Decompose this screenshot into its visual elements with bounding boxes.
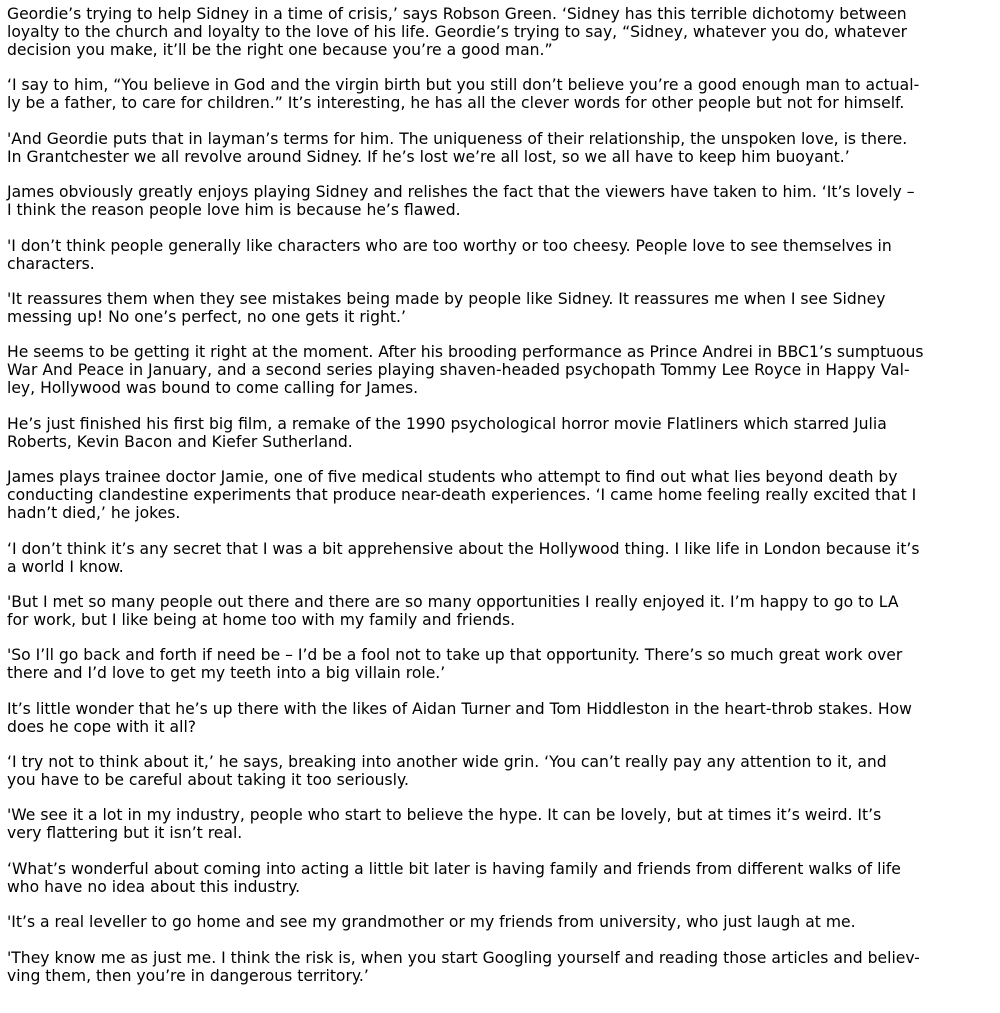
paragraph-line: 'I don’t think people generally like characters who are too worthy or too cheesy. People love to see themselves in bbox=[7, 236, 892, 255]
paragraph-line: ‘I say to him, “You believe in God and the virgin birth but you still don’t believe you’re a good enough man to actual- bbox=[7, 76, 920, 95]
paragraph-13 bbox=[7, 700, 995, 736]
paragraph-line: very flattering but it isn’t real. bbox=[7, 824, 243, 843]
paragraph-line: a world I know. bbox=[7, 557, 124, 576]
paragraph-2 bbox=[7, 76, 995, 112]
paragraph-line: Geordie’s trying to help Sidney in a time of crisis,’ says Robson Green. ‘Sidney has this terrible dichotomy between bbox=[7, 5, 907, 23]
paragraph-14 bbox=[7, 753, 995, 789]
paragraph-line: ‘I try not to think about it,’ he says, breaking into another wide grin. ‘You can’t really pay any attention to it, and bbox=[7, 753, 887, 772]
paragraph-line: 'So I’ll go back and forth if need be – I’d be a fool not to take up that opportunity. There’s so much great work over bbox=[7, 646, 903, 665]
paragraph-line: you have to be careful about taking it too seriously. bbox=[7, 771, 409, 790]
paragraph-11 bbox=[7, 593, 995, 629]
paragraph-line: loyalty to the church and loyalty to the love of his life. Geordie’s trying to say, “Sidney, whatever you do, whatever bbox=[7, 23, 908, 41]
paragraph-7 bbox=[7, 343, 995, 397]
paragraph-16 bbox=[7, 860, 995, 896]
paragraph-line: James plays trainee doctor Jamie, one of five medical students who attempt to find out what lies beyond death by bbox=[7, 468, 898, 487]
paragraph-line: ley, Hollywood was bound to come calling for James. bbox=[7, 379, 419, 398]
paragraph-line: 'We see it a lot in my industry, people who start to believe the hype. It can be lovely, but at times it’s weird. It’s bbox=[7, 806, 882, 825]
paragraph-10 bbox=[7, 540, 995, 576]
paragraph-line: Roberts, Kevin Bacon and Kiefer Sutherland. bbox=[7, 432, 353, 451]
paragraph-12 bbox=[7, 646, 995, 682]
paragraph-8 bbox=[7, 415, 995, 451]
paragraph-3 bbox=[7, 130, 995, 166]
paragraph-line: 'It’s a real leveller to go home and see my grandmother or my friends from university, who just laugh at me. bbox=[7, 913, 856, 932]
paragraph-17 bbox=[7, 913, 995, 931]
paragraph-line: ‘I don’t think it’s any secret that I was a bit apprehensive about the Hollywood thing. I like life in London because it’s bbox=[7, 539, 920, 558]
paragraph-9 bbox=[7, 468, 995, 522]
paragraph-18 bbox=[7, 949, 995, 985]
paragraph-line: ly be a father, to care for children.” It’s interesting, he has all the clever words for other people but not for himself. bbox=[7, 94, 905, 113]
paragraph-15 bbox=[7, 806, 995, 842]
paragraph-line: He seems to be getting it right at the moment. After his brooding performance as Prince Andrei in BBC1’s sumptuous bbox=[7, 343, 924, 362]
paragraph-line: there and I’d love to get my teeth into a big villain role.’ bbox=[7, 664, 446, 683]
paragraph-line: It’s little wonder that he’s up there with the likes of Aidan Turner and Tom Hiddleston in the heart-throb stakes. How bbox=[7, 699, 912, 718]
paragraph-line: characters. bbox=[7, 254, 95, 273]
paragraph-line: who have no idea about this industry. bbox=[7, 877, 301, 896]
paragraph-line: James obviously greatly enjoys playing Sidney and relishes the fact that the viewers have taken to him. ‘It’s lovely – bbox=[7, 183, 915, 202]
paragraph-line: messing up! No one’s perfect, no one gets it right.’ bbox=[7, 307, 406, 326]
paragraph-line: 'It reassures them when they see mistakes being made by people like Sidney. It reassures me when I see Sidney bbox=[7, 289, 886, 308]
paragraph-line: ‘What’s wonderful about coming into acting a little bit later is having family and friends from different walks of life bbox=[7, 859, 901, 878]
paragraph-1 bbox=[7, 5, 995, 59]
paragraph-line: I think the reason people love him is because he’s flawed. bbox=[7, 201, 461, 220]
paragraph-5 bbox=[7, 237, 995, 273]
paragraph-line: 'They know me as just me. I think the risk is, when you start Googling yourself and reading those articles and believ- bbox=[7, 948, 920, 967]
paragraph-line: does he cope with it all? bbox=[7, 717, 197, 736]
paragraph-line: conducting clandestine experiments that produce near-death experiences. ‘I came home feeling really excited that I bbox=[7, 486, 917, 505]
paragraph-line: 'And Geordie puts that in layman’s terms for him. The uniqueness of their relationship, the unspoken love, is there. bbox=[7, 129, 908, 148]
paragraph-line: War And Peace in January, and a second series playing shaven-headed psychopath Tommy Lee Royce in Happy Val- bbox=[7, 361, 910, 380]
paragraph-line: for work, but I like being at home too with my family and friends. bbox=[7, 610, 516, 629]
paragraph-line: decision you make, it’ll be the right one because you’re a good man.” bbox=[7, 41, 553, 59]
paragraph-line: He’s just finished his first big film, a remake of the 1990 psychological horror movie Flatliners which starred Julia bbox=[7, 414, 887, 433]
paragraph-line: hadn’t died,’ he jokes. bbox=[7, 504, 181, 523]
paragraph-line: ving them, then you’re in dangerous territory.’ bbox=[7, 966, 369, 985]
article-body bbox=[7, 5, 995, 1002]
paragraph-line: 'But I met so many people out there and there are so many opportunities I really enjoyed it. I’m happy to go to LA bbox=[7, 592, 899, 611]
paragraph-line: In Grantchester we all revolve around Sidney. If he’s lost we’re all lost, so we all have to keep him buoyant.’ bbox=[7, 147, 850, 166]
paragraph-4 bbox=[7, 183, 995, 219]
paragraph-6 bbox=[7, 290, 995, 326]
